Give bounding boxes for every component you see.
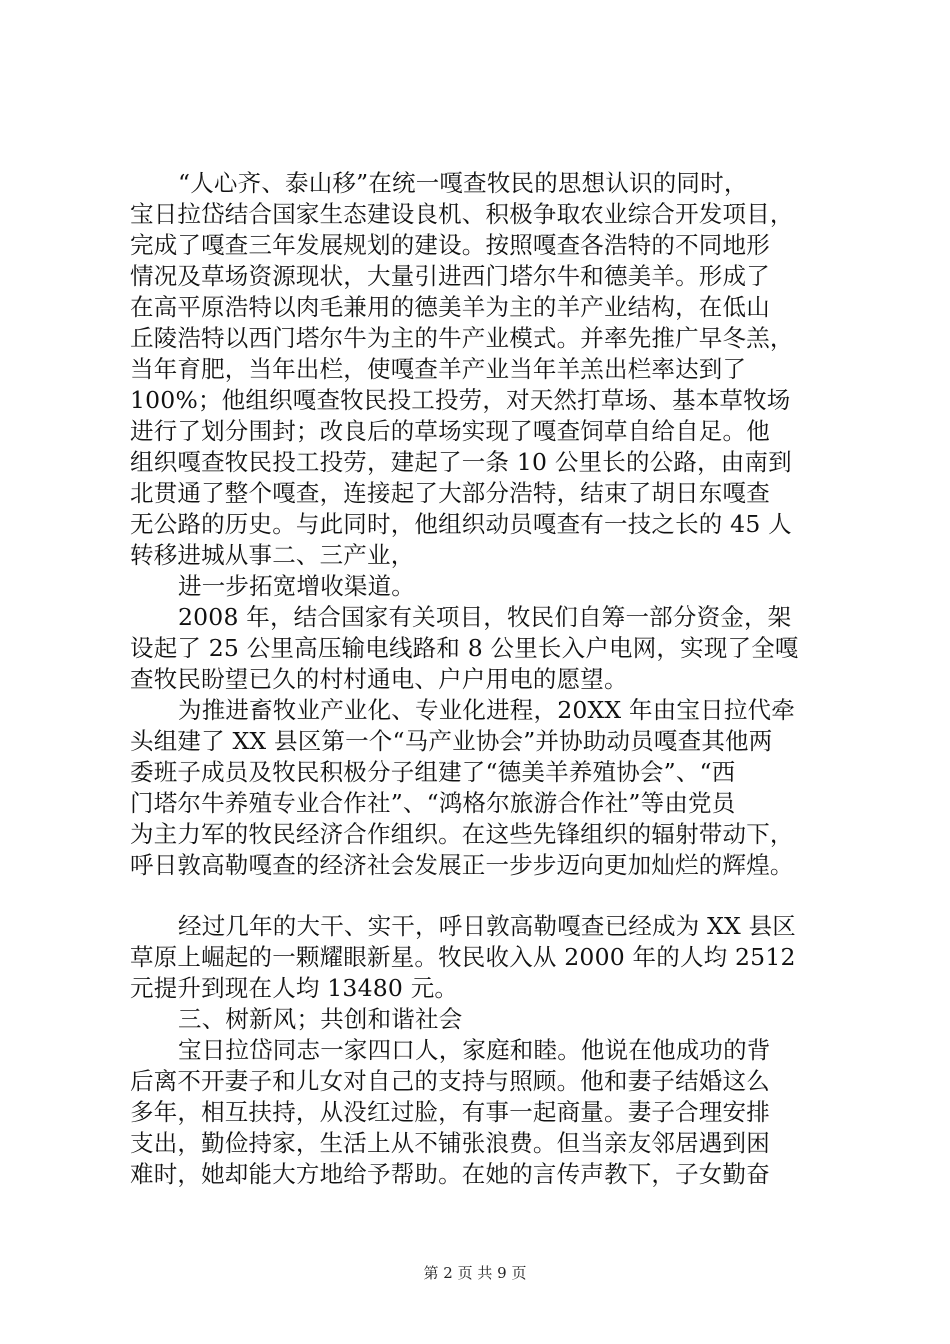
body-text — [130, 168, 850, 1190]
text-line: 100%；他组织嘎查牧民投工投劳，对天然打草场、基本草牧场 — [130, 386, 791, 414]
text-line: 转移进城从事二、三产业， — [130, 541, 415, 569]
text-line: 头组建了 XX 县区第一个“马产业协会”并协助动员嘎查其他两 — [130, 727, 773, 755]
text-line: 情况及草场资源现状，大量引进西门塔尔牛和德美羊。形成了 — [130, 262, 770, 290]
text-line: 宝日拉岱同志一家四口人，家庭和睦。他说在他成功的背 — [178, 1036, 771, 1064]
text-line: 查牧民盼望已久的村村通电、户户用电的愿望。 — [130, 665, 628, 693]
text-line: 设起了 25 公里高压输电线路和 8 公里长入户电网，实现了全嘎 — [130, 634, 799, 662]
paragraph-gap — [130, 881, 850, 911]
text-line: 进一步拓宽增收渠道。 — [178, 572, 415, 600]
paragraph-5 — [130, 911, 850, 1004]
text-line: 草原上崛起的一颗耀眼新星。牧民收入从 2000 年的人均 2512 — [130, 943, 796, 971]
text-line: 北贯通了整个嘎查，连接起了大部分浩特，结束了胡日东嘎查 — [130, 479, 770, 507]
text-line: 丘陵浩特以西门塔尔牛为主的牛产业模式。并率先推广早冬羔， — [130, 324, 794, 352]
text-line: 为推进畜牧业产业化、专业化进程，20XX 年由宝日拉代牵 — [178, 696, 795, 724]
paragraph-4 — [130, 695, 850, 881]
text-line: 在高平原浩特以肉毛兼用的德美羊为主的羊产业结构，在低山 — [130, 293, 770, 321]
text-line: 无公路的历史。与此同时，他组织动员嘎查有一技之长的 45 人 — [130, 510, 792, 538]
text-line: 完成了嘎查三年发展规划的建设。按照嘎查各浩特的不同地形 — [130, 231, 770, 259]
text-line: 当年育肥，当年出栏，使嘎查羊产业当年羊羔出栏率达到了 — [130, 355, 747, 383]
text-line: 为主力军的牧民经济合作组织。在这些先锋组织的辐射带动下， — [130, 820, 794, 848]
paragraph-1 — [130, 168, 850, 571]
paragraph-3 — [130, 602, 850, 695]
text-line: 难时，她却能大方地给予帮助。在她的言传声教下，子女勤奋 — [130, 1160, 770, 1188]
text-line: 多年，相互扶持，从没红过脸，有事一起商量。妻子合理安排 — [130, 1098, 770, 1126]
text-line: 经过几年的大干、实干，呼日敦高勒嘎查已经成为 XX 县区 — [178, 912, 796, 940]
text-line: 三、树新风；共创和谐社会 — [178, 1005, 463, 1033]
text-line: 后离不开妻子和儿女对自己的支持与照顾。他和妻子结婚这么 — [130, 1067, 770, 1095]
page-number-footer: 第 2 页 共 9 页 — [423, 1264, 527, 1282]
text-line: 委班子成员及牧民积极分子组建了“德美羊养殖协会”、“西 — [130, 758, 736, 786]
text-line: “人心齐、泰山移”在统一嘎查牧民的思想认识的同时， — [178, 169, 748, 197]
paragraph-2 — [130, 571, 850, 602]
text-line: 组织嘎查牧民投工投劳，建起了一条 10 公里长的公路，由南到 — [130, 448, 792, 476]
text-line: 呼日敦高勒嘎查的经济社会发展正一步步迈向更加灿烂的辉煌。 — [130, 851, 794, 879]
text-line: 元提升到现在人均 13480 元。 — [130, 974, 459, 1002]
text-line: 支出，勤俭持家，生活上从不铺张浪费。但当亲友邻居遇到困 — [130, 1129, 770, 1157]
text-line: 2008 年，结合国家有关项目，牧民们自筹一部分资金，架 — [178, 603, 792, 631]
text-line: 门塔尔牛养殖专业合作社”、“鸿格尔旅游合作社”等由党员 — [130, 789, 736, 817]
paragraph-6 — [130, 1035, 850, 1190]
text-line: 宝日拉岱结合国家生态建设良机、积极争取农业综合开发项目， — [130, 200, 794, 228]
text-line: 进行了划分围封；改良后的草场实现了嘎查饲草自给自足。他 — [130, 417, 770, 445]
section-heading — [130, 1004, 850, 1035]
